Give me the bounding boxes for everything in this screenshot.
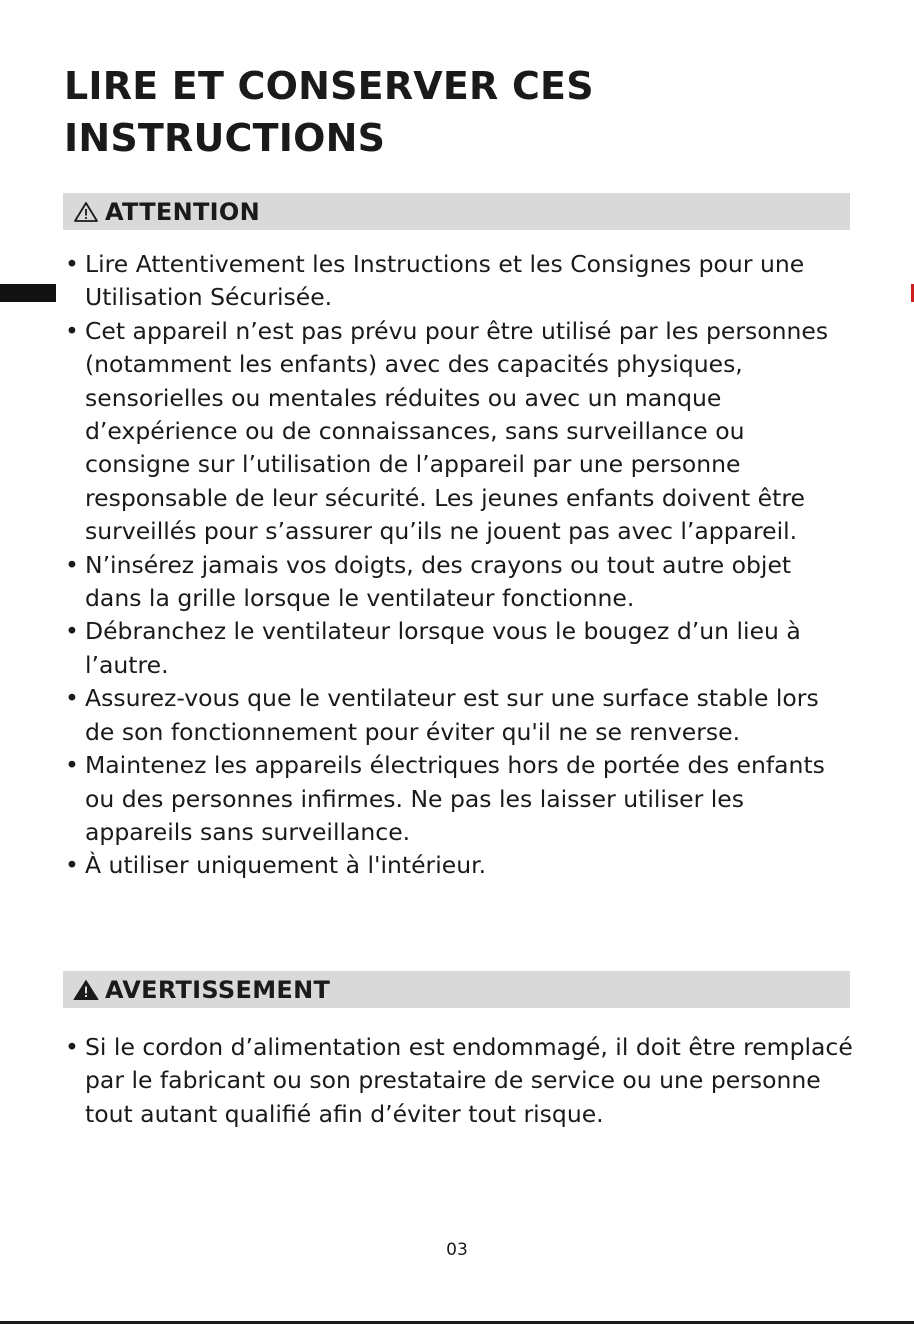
list-item	[63, 682, 853, 749]
warning-header	[63, 971, 850, 1008]
list-item-text: À utiliser uniquement à l'intérieur.	[85, 851, 487, 880]
warning-list	[63, 1031, 853, 1131]
attention-list	[63, 248, 853, 883]
list-item-text: N’insérez jamais vos doigts, des crayons ou tout autre objet dans la grille lorsque le ventilateur fonctionne.	[85, 550, 792, 613]
bullet-icon: •	[65, 250, 79, 278]
list-item	[63, 749, 853, 849]
page-number: 03	[446, 1240, 468, 1260]
list-item-text: Cet appareil n’est pas prévu pour être utilisé par les personnes (notamment les enfants) avec des capacités physiques, sensorielles ou mentales réduites ou avec un manque d’expérience ou de connaissances, sans surveillance ou consigne sur l’utilisation de l’appareil par une personne responsable de leur sécurité. Les jeunes enfants doivent être surveillés pour s’assurer qu’ils ne jouent pas avec l’appareil.	[85, 316, 829, 546]
attention-header	[63, 193, 850, 230]
bullet-icon: •	[65, 617, 79, 646]
page-title-line: INSTRUCTIONS	[64, 116, 386, 160]
list-item	[63, 315, 853, 549]
bullet-icon: •	[65, 851, 79, 880]
list-item-text: Débranchez le ventilateur lorsque vous le bougez d’un lieu à l’autre.	[85, 617, 801, 679]
warning-filled-icon	[73, 979, 99, 1001]
bullet-icon: •	[65, 1033, 79, 1061]
bullet-icon: •	[65, 684, 79, 713]
section-tab-marker-left	[0, 284, 56, 302]
page-title	[64, 60, 864, 164]
bullet-icon: •	[65, 751, 79, 780]
list-item	[63, 248, 853, 315]
bullet-icon: •	[65, 550, 79, 579]
warning-label: AVERTISSEMENT	[105, 975, 331, 1004]
list-item	[63, 549, 853, 616]
list-item-text: Si le cordon d’alimentation est endommagé, il doit être remplacé par le fabricant ou son prestataire de service ou une personne tout autant qualifié afin d’éviter tout risque.	[85, 1033, 853, 1128]
list-item-text: Assurez-vous que le ventilateur est sur une surface stable lors de son fonctionnement pour éviter qu'il ne se renverse.	[85, 684, 819, 746]
list-item	[63, 615, 853, 682]
list-item-text: Maintenez les appareils électriques hors de portée des enfants ou des personnes infirmes. Ne pas les laisser utiliser les appareils sans surveillance.	[85, 751, 825, 846]
page-title-line: LIRE ET CONSERVER CES	[64, 64, 594, 108]
list-item	[63, 1031, 853, 1131]
warning-outline-icon	[73, 201, 99, 223]
list-item	[63, 849, 853, 882]
attention-label: ATTENTION	[105, 197, 260, 226]
list-item-text: Lire Attentivement les Instructions et les Consignes pour une Utilisation Sécurisée.	[85, 250, 805, 312]
bullet-icon: •	[65, 316, 79, 345]
